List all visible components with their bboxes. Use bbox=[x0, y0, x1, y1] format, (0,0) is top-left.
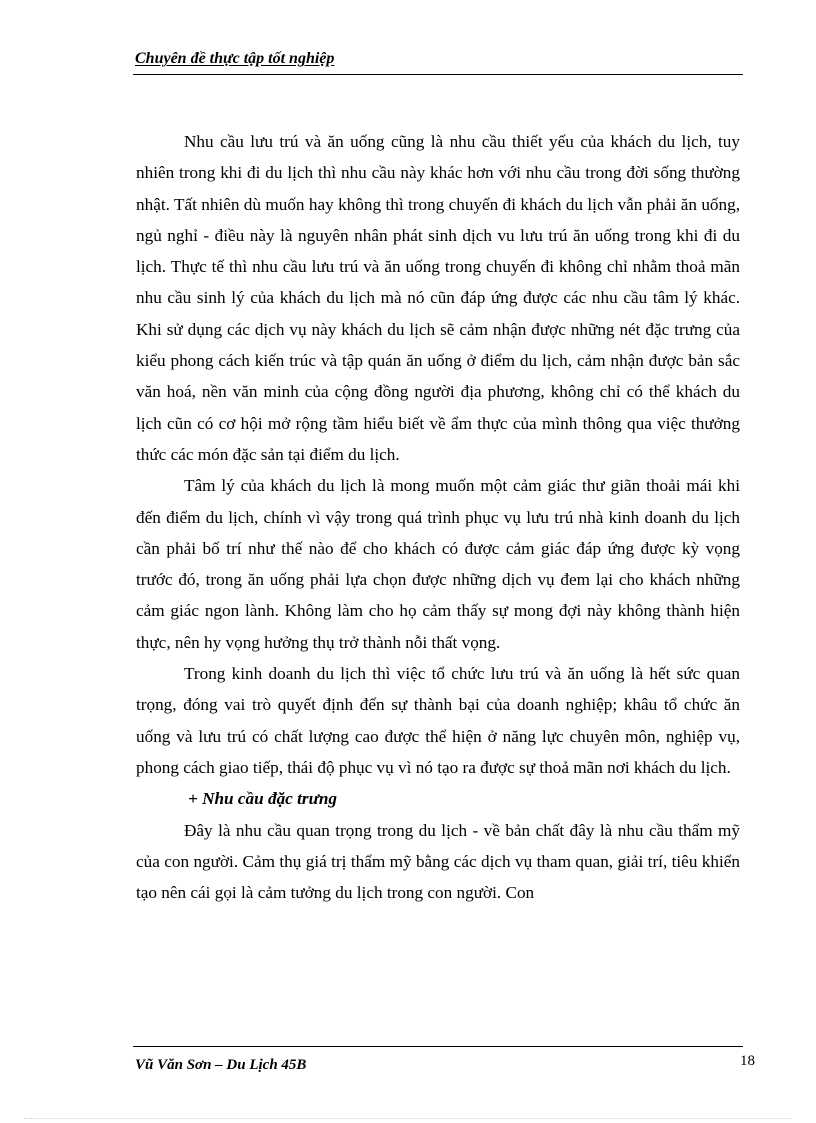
page-footer bbox=[133, 1046, 755, 1077]
document-body bbox=[136, 126, 740, 908]
page-number: 18 bbox=[740, 1053, 755, 1069]
paragraph-business-organization: Trong kinh doanh du lịch thì việc tổ chức lưu trú và ăn uống là hết sức quan trọng, đóng vai trò quyết định đến sự thành bại của doanh nghiệp; khâu tổ chức ăn uống và lưu trú có chất lượng cao được thể hiện ở năng lực chuyên môn, nghiệp vụ, phong cách giao tiếp, thái độ phục vụ vì nó tạo ra được sự thoả mãn nơi khách du lịch. bbox=[136, 664, 740, 777]
page-header bbox=[133, 48, 743, 75]
paragraph-aesthetic-needs: Đây là nhu cầu quan trọng trong du lịch - về bản chất đây là nhu cầu thẩm mỹ của con người. Cảm thụ giá trị thẩm mỹ bằng các dịch vụ tham quan, giải trí, tiêu khiển tạo nên cái gọi là cảm tưởng du lịch trong con người. Con bbox=[136, 820, 740, 903]
subheading-special-needs: + Nhu cầu đặc trưng bbox=[188, 789, 338, 809]
header-title: Chuyên đề thực tập tốt nghiệp bbox=[135, 50, 335, 67]
paragraph-tourist-psychology: Tâm lý của khách du lịch là mong muốn một cảm giác thư giãn thoải mái khi đến điểm du lịch, chính vì vậy trong quá trình phục vụ lưu trú nhà kinh doanh du lịch cần phải bố trí như thế nào để cho khách có được cảm giác đáp ứng được kỳ vọng trước đó, trong ăn uống phải lựa chọn được những dịch vụ đem lại cho khách những cảm giác ngon lành. Không làm cho họ cảm thấy sự mong đợi này không thành hiện thực, nên hy vọng hưởng thụ trở thành nỗi thất vọng. bbox=[136, 476, 740, 652]
page-bottom-divider bbox=[24, 1118, 792, 1119]
paragraph-lodging-dining: Nhu cầu lưu trú và ăn uống cũng là nhu cầu thiết yếu của khách du lịch, tuy nhiên trong khi đi du lịch thì nhu cầu này khác hơn với nhu cầu trong đời sống thường nhật. Tất nhiên dù muốn hay không thì trong chuyến đi khách du lịch vẫn phải ăn uống, ngủ nghỉ - điều này là nguyên nhân phát sinh dịch vu lưu trú ăn uống trong khi đi du lịch. Thực tế thì nhu cầu lưu trú và ăn uống trong chuyến đi không chỉ nhằm thoả mãn nhu cầu sinh lý của khách du lịch mà nó cũn đáp ứng được các nhu cầu tâm lý khác. Khi sử dụng các dịch vụ này khách du lịch sẽ cảm nhận được những nét đặc trưng của kiểu phong cách kiến trúc và tập quán ăn uống ở điểm du lịch, cảm nhận được bản sắc văn hoá, nền văn minh của cộng đồng người địa phương, không chỉ có thể khách du lịch cũn có cơ hội mở rộng tầm hiểu biết về ẩm thực của mình thông qua việc thưởng thức các món đặc sản tại điểm du lịch. bbox=[136, 132, 740, 464]
footer-author: Vũ Văn Sơn – Du Lịch 45B bbox=[135, 1057, 307, 1073]
